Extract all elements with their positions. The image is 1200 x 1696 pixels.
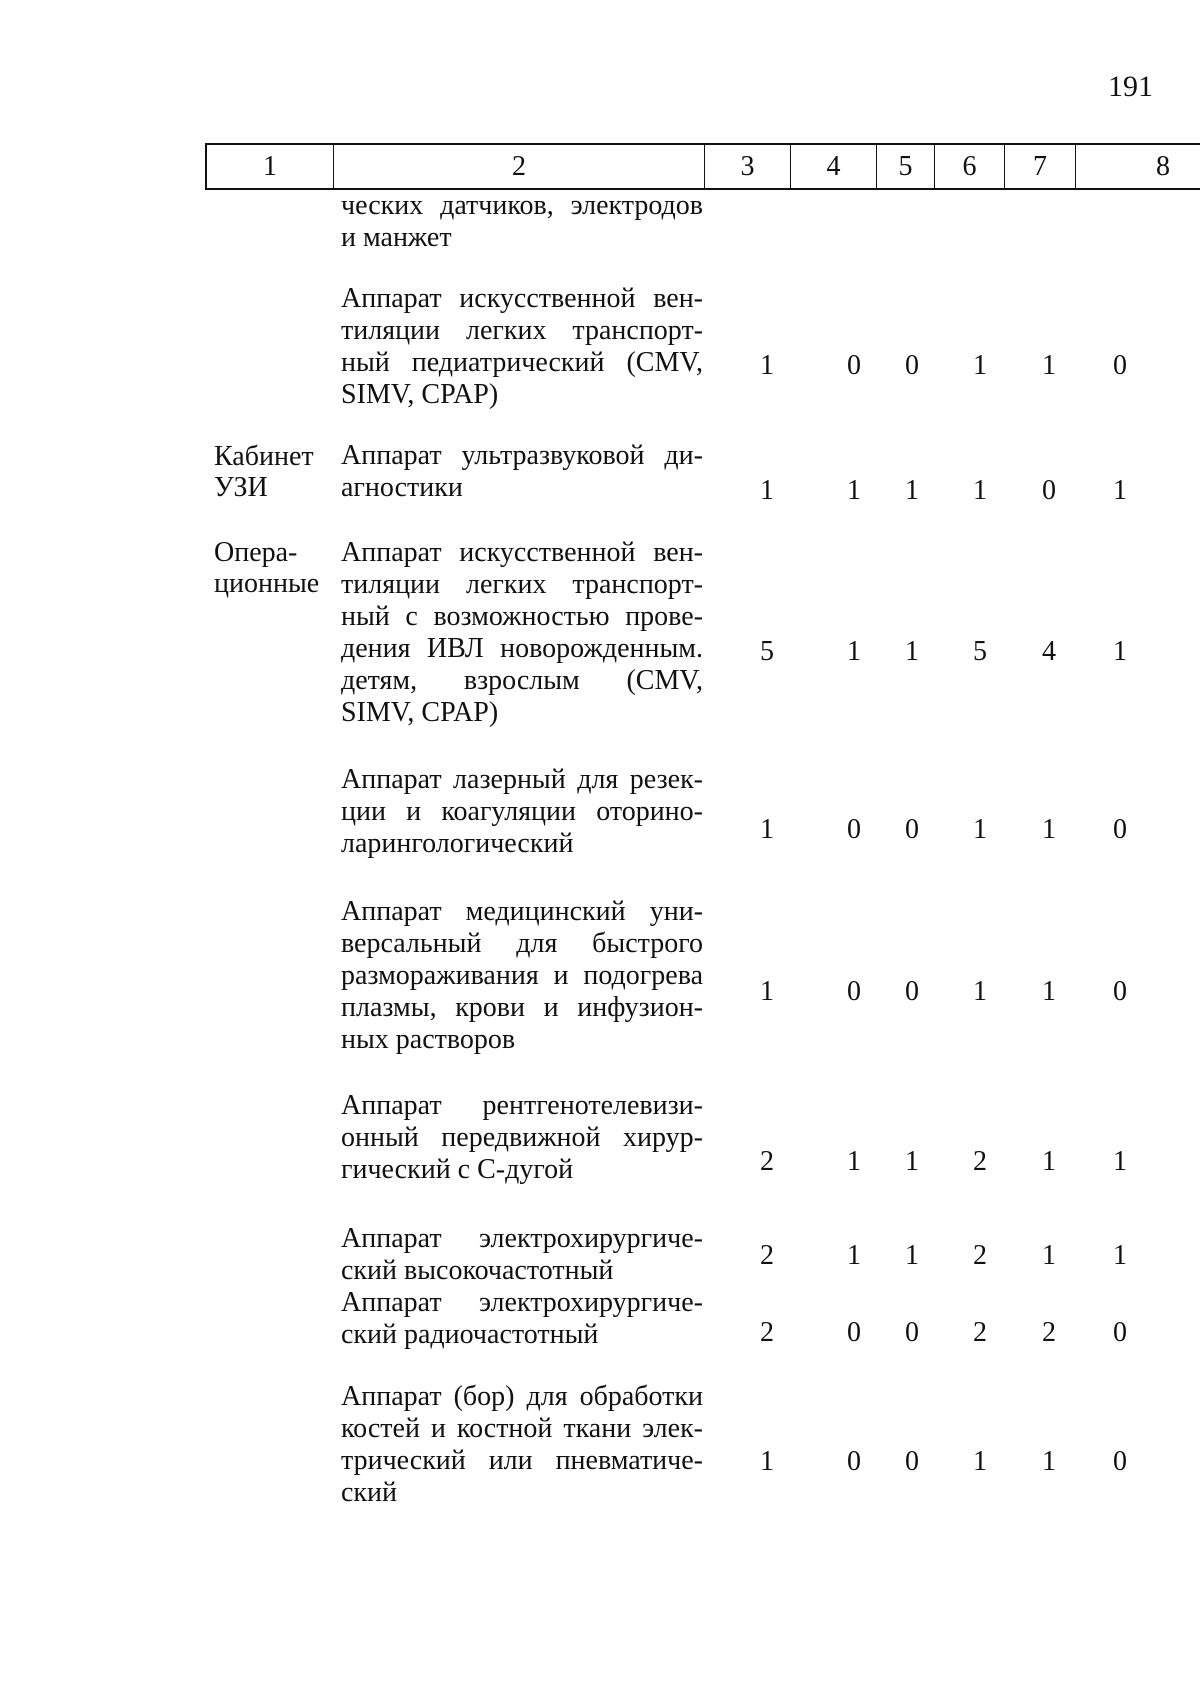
value-cell-col-7: 1 xyxy=(1042,814,1056,845)
description-line: ский высокочастотный xyxy=(341,1255,614,1286)
description-line: тиляции легких транспорт- xyxy=(341,315,703,346)
value-cell-col-5: 0 xyxy=(905,1317,919,1348)
value-cell-col-6: 2 xyxy=(973,1146,987,1177)
value-cell-col-8: 1 xyxy=(1113,1146,1127,1177)
row-description xyxy=(341,283,703,411)
value-cell-col-6: 1 xyxy=(973,976,987,1007)
header-col-8: 8 xyxy=(1156,150,1170,182)
value-cell-col-7: 1 xyxy=(1042,1146,1056,1177)
description-line: трический или пневматиче- xyxy=(341,1445,703,1476)
description-line: версальный для быстрого xyxy=(341,928,703,959)
header-col-2: 2 xyxy=(334,145,705,188)
value-cell-col-5: 0 xyxy=(905,814,919,845)
description-line: размораживания и подогрева xyxy=(341,960,703,991)
value-cell-col-7: 1 xyxy=(1042,350,1056,381)
value-cell-col-6: 2 xyxy=(973,1317,987,1348)
table-header xyxy=(205,143,1200,190)
header-col-7: 7 xyxy=(1005,145,1076,188)
header-col-6: 6 xyxy=(935,145,1005,188)
description-line: ский радиочастотный xyxy=(341,1319,599,1350)
value-cell-col-3: 2 xyxy=(760,1240,774,1271)
header-col-4: 4 xyxy=(791,145,877,188)
value-cell-col-5: 1 xyxy=(905,475,919,506)
value-cell-col-5: 1 xyxy=(905,636,919,667)
row-description xyxy=(341,440,703,504)
row-description xyxy=(341,1090,703,1186)
value-cell-col-6: 1 xyxy=(973,1446,987,1477)
value-cell-col-7: 1 xyxy=(1042,976,1056,1007)
description-line: SIMV, CPAP) xyxy=(341,379,499,410)
value-cell-col-5: 1 xyxy=(905,1146,919,1177)
row-description xyxy=(341,896,703,1056)
description-line: ных растворов xyxy=(341,1024,516,1055)
value-cell-col-8: 1 xyxy=(1113,636,1127,667)
description-line: Аппарат электрохирургиче- xyxy=(341,1287,703,1318)
row-description xyxy=(341,1381,703,1509)
category-line: УЗИ xyxy=(214,472,268,503)
value-cell-col-3: 1 xyxy=(760,814,774,845)
description-line: Аппарат искусственной вен- xyxy=(341,283,703,314)
value-cell-col-3: 1 xyxy=(760,350,774,381)
description-line: ный педиатрический (CMV, xyxy=(341,347,703,378)
category-line: ционные xyxy=(214,568,320,599)
value-cell-col-7: 0 xyxy=(1042,475,1056,506)
row-description xyxy=(341,1287,703,1351)
description-line: онный передвижной хирур- xyxy=(341,1122,703,1153)
value-cell-col-6: 1 xyxy=(973,350,987,381)
value-cell-col-4: 1 xyxy=(847,475,861,506)
value-cell-col-3: 1 xyxy=(760,976,774,1007)
value-cell-col-3: 2 xyxy=(760,1146,774,1177)
value-cell-col-8: 0 xyxy=(1113,1317,1127,1348)
category-line: Опера- xyxy=(214,537,298,568)
value-cell-col-4: 0 xyxy=(847,350,861,381)
description-line: Аппарат ультразвуковой ди- xyxy=(341,440,703,471)
category-line: Кабинет xyxy=(214,441,314,472)
value-cell-col-4: 0 xyxy=(847,976,861,1007)
value-cell-col-7: 1 xyxy=(1042,1240,1056,1271)
value-cell-col-6: 2 xyxy=(973,1240,987,1271)
row-category xyxy=(214,537,319,599)
row-description xyxy=(341,764,703,860)
description-line: ский xyxy=(341,1477,397,1508)
row-description xyxy=(341,1223,703,1287)
description-line: дения ИВЛ новорожденным. xyxy=(341,633,703,664)
row-description xyxy=(341,537,703,729)
description-line: костей и костной ткани элек- xyxy=(341,1413,703,1444)
description-line: Аппарат электрохирургиче- xyxy=(341,1223,703,1254)
value-cell-col-6: 1 xyxy=(973,475,987,506)
value-cell-col-4: 1 xyxy=(847,636,861,667)
value-cell-col-4: 0 xyxy=(847,814,861,845)
description-line: Аппарат рентгенотелевизи- xyxy=(341,1090,703,1121)
description-line: Аппарат (бор) для обработки xyxy=(341,1381,703,1412)
value-cell-col-8: 1 xyxy=(1113,1240,1127,1271)
value-cell-col-3: 2 xyxy=(760,1317,774,1348)
value-cell-col-3: 1 xyxy=(760,1446,774,1477)
description-line: Аппарат искусственной вен- xyxy=(341,537,703,568)
value-cell-col-7: 1 xyxy=(1042,1446,1056,1477)
description-line: Аппарат лазерный для резек- xyxy=(341,764,703,795)
value-cell-col-3: 5 xyxy=(760,636,774,667)
header-col-1: 1 xyxy=(207,145,334,188)
description-line: ларингологический xyxy=(341,828,574,859)
description-line: тиляции легких транспорт- xyxy=(341,569,703,600)
description-line: и манжет xyxy=(341,222,452,253)
description-line: гический с С-дугой xyxy=(341,1154,574,1185)
value-cell-col-3: 1 xyxy=(760,475,774,506)
value-cell-col-6: 1 xyxy=(973,814,987,845)
value-cell-col-7: 4 xyxy=(1042,636,1056,667)
page-number: 191 xyxy=(1108,70,1153,103)
description-line: агностики xyxy=(341,472,463,503)
row-category xyxy=(214,441,314,503)
description-line: Аппарат медицинский уни- xyxy=(341,896,703,927)
value-cell-col-5: 0 xyxy=(905,350,919,381)
description-line: плазмы, крови и инфузион- xyxy=(341,992,703,1023)
value-cell-col-8: 0 xyxy=(1113,976,1127,1007)
value-cell-col-4: 0 xyxy=(847,1446,861,1477)
value-cell-col-4: 1 xyxy=(847,1146,861,1177)
value-cell-col-8: 0 xyxy=(1113,350,1127,381)
description-line: детям, взрослым (CMV, xyxy=(341,665,703,696)
value-cell-col-5: 1 xyxy=(905,1240,919,1271)
value-cell-col-4: 1 xyxy=(847,1240,861,1271)
value-cell-col-8: 0 xyxy=(1113,814,1127,845)
value-cell-col-7: 2 xyxy=(1042,1317,1056,1348)
description-line: ции и коагуляции оторино- xyxy=(341,796,703,827)
value-cell-col-8: 1 xyxy=(1113,475,1127,506)
description-line: SIMV, CPAP) xyxy=(341,697,499,728)
header-col-5: 5 xyxy=(877,145,935,188)
row-description xyxy=(341,190,703,254)
header-col-3: 3 xyxy=(705,145,791,188)
value-cell-col-5: 0 xyxy=(905,1446,919,1477)
description-line: ческих датчиков, электродов xyxy=(341,190,703,221)
value-cell-col-6: 5 xyxy=(973,636,987,667)
description-line: ный с возможностью прове- xyxy=(341,601,703,632)
value-cell-col-4: 0 xyxy=(847,1317,861,1348)
value-cell-col-5: 0 xyxy=(905,976,919,1007)
value-cell-col-8: 0 xyxy=(1113,1446,1127,1477)
